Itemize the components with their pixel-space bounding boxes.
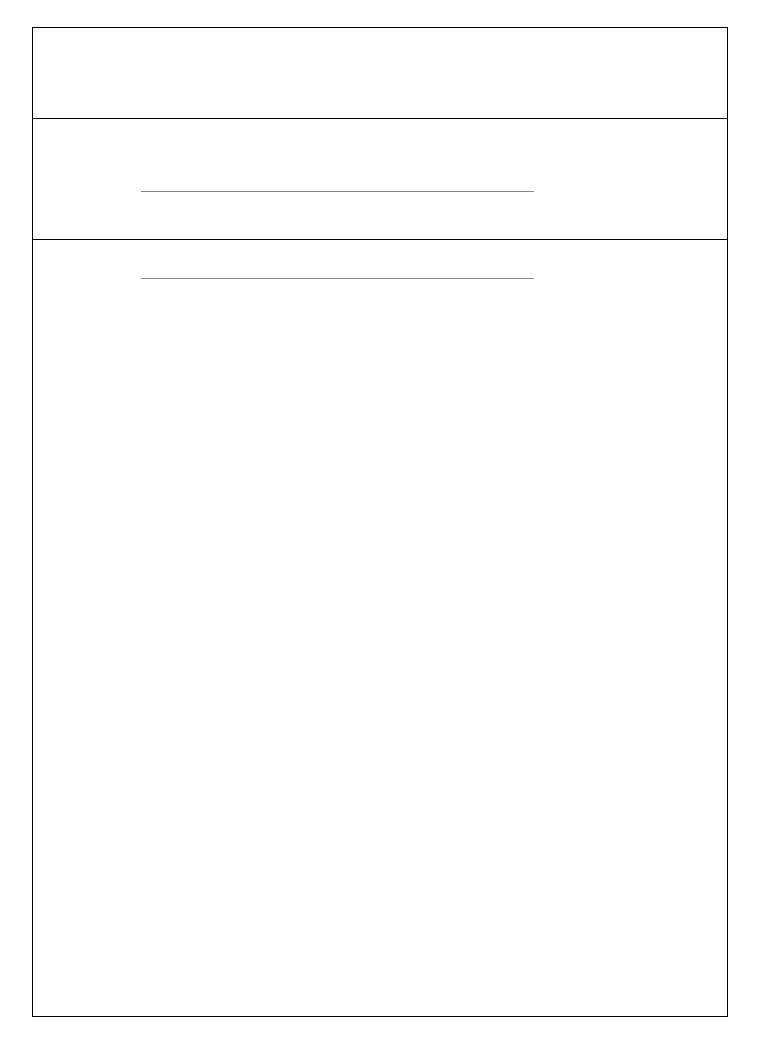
section-divider: [33, 239, 727, 240]
row-separator: [141, 278, 534, 279]
row-separator: [141, 191, 534, 192]
document-frame: [32, 27, 728, 1017]
section-divider: [33, 118, 727, 119]
